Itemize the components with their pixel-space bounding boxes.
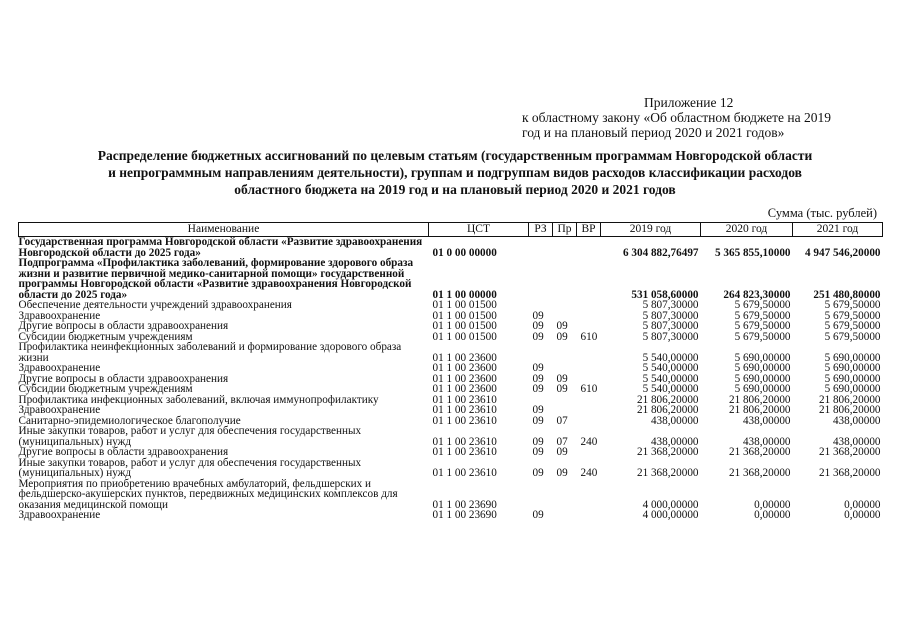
row-2020-cell: 438,00000 <box>742 435 791 448</box>
row-vr-cell <box>577 405 601 416</box>
appendix-header <box>522 95 882 140</box>
row-2021-cell: 21 806,20000 <box>818 404 881 416</box>
row-cst-cell: 01 1 00 23600 <box>432 362 497 374</box>
title-line-3: областного бюджета на 2019 год и на плановый период 2020 и 2021 годов <box>234 182 676 197</box>
row-pr-cell <box>553 405 577 416</box>
row-2020-cell: 5 679,50000 <box>734 330 791 343</box>
table-row <box>19 510 883 521</box>
row-vr-cell <box>577 416 601 427</box>
row-cst-cell: 01 1 00 23610 <box>432 467 497 479</box>
row-2019-cell: 5 807,30000 <box>642 330 699 343</box>
row-2021-cell: 5 690,00000 <box>824 372 881 385</box>
row-2020-cell: 5 690,00000 <box>734 372 791 385</box>
row-name-cell: Другие вопросы в области здравоохранения <box>18 372 229 385</box>
row-2021-cell: 21 368,20000 <box>818 446 881 458</box>
row-rz-cell: 09 <box>532 330 544 343</box>
row-2019-cell: 5 540,00000 <box>642 372 699 385</box>
col-header-2019: 2019 год <box>601 223 701 237</box>
row-2020-cell: 21 806,20000 <box>728 404 791 416</box>
row-cst-cell: 01 0 00 00000 <box>432 246 497 259</box>
row-2020-cell: 5 365 855,10000 <box>714 246 791 259</box>
row-2021-cell: 5 690,00000 <box>824 362 881 374</box>
row-2021-cell: 21 806,20000 <box>818 393 881 406</box>
row-2020-cell: 21 806,20000 <box>728 393 791 406</box>
row-name-cell: Профилактика инфекционных заболеваний, включая иммунопрофилактику <box>18 393 379 406</box>
row-2019-cell: 5 807,30000 <box>642 309 699 322</box>
row-2020-cell: 0,00000 <box>754 509 791 521</box>
row-name-cell: Другие вопросы в области здравоохранения <box>18 320 229 332</box>
row-cst-cell: 01 1 00 23690 <box>432 509 497 521</box>
row-vr-cell: 610 <box>580 383 598 395</box>
table-row <box>19 458 883 479</box>
row-pr-cell <box>553 479 577 511</box>
row-2020-cell: 5 690,00000 <box>734 351 791 364</box>
appendix-number: Приложение 12 <box>644 95 734 110</box>
row-name-cell: Иные закупки товаров, работ и услуг для обеспечения государственных (муниципальных) нужд <box>18 425 362 448</box>
row-rz-cell: 09 <box>532 414 544 427</box>
row-rz-cell <box>529 342 553 363</box>
table-row <box>19 479 883 511</box>
row-2021-cell: 0,00000 <box>844 498 881 511</box>
row-2021-cell: 5 679,50000 <box>824 330 881 343</box>
row-name-cell: Здравоохранение <box>18 309 101 322</box>
appendix-law-line-2: год и на плановый период 2020 и 2021 годов» <box>522 125 785 140</box>
col-header-vr: ВР <box>577 223 601 237</box>
row-rz-cell: 09 <box>532 372 544 385</box>
row-rz-cell: 09 <box>532 404 544 416</box>
row-2019-cell: 21 368,20000 <box>636 467 699 479</box>
row-pr-cell <box>553 258 577 300</box>
row-2019-cell: 438,00000 <box>650 435 699 448</box>
row-rz-cell: 09 <box>532 383 544 395</box>
row-2020-cell: 5 679,50000 <box>734 320 791 332</box>
table-header-row <box>19 223 883 237</box>
row-2019-cell: 5 807,30000 <box>642 299 699 311</box>
row-name-cell: Обеспечение деятельности учреждений здравоохранения <box>18 299 292 311</box>
row-2019-cell: 4 000,00000 <box>642 509 699 521</box>
row-vr-cell <box>577 479 601 511</box>
row-cst-cell: 01 1 00 23610 <box>432 446 497 458</box>
appendix-law-line-1: к областному закону «Об областном бюджете на 2019 <box>522 110 831 125</box>
table-body <box>19 237 883 521</box>
row-2019-cell: 4 000,00000 <box>642 498 699 511</box>
row-cst-cell: 01 1 00 00000 <box>432 288 497 301</box>
row-vr-cell <box>577 311 601 322</box>
row-2019-cell: 6 304 882,76497 <box>622 246 699 259</box>
row-pr-cell: 09 <box>556 446 568 458</box>
row-vr-cell <box>577 258 601 300</box>
row-pr-cell: 09 <box>556 383 568 395</box>
col-header-rz: РЗ <box>529 223 553 237</box>
title-line-1: Распределение бюджетных ассигнований по целевым статьям (государственным программам Новгородской области <box>97 148 813 163</box>
row-pr-cell: 09 <box>556 372 568 385</box>
row-pr-cell <box>553 510 577 521</box>
row-2021-cell: 5 679,50000 <box>824 299 881 311</box>
row-2021-cell: 251 480,80000 <box>813 288 881 301</box>
row-cst-cell: 01 1 00 01500 <box>432 330 497 343</box>
row-rz-cell: 09 <box>532 362 544 374</box>
row-2019-cell: 5 540,00000 <box>642 383 699 395</box>
row-cst-cell: 01 1 00 23600 <box>432 372 497 385</box>
row-2019-cell: 21 368,20000 <box>636 446 699 458</box>
row-rz-cell: 09 <box>532 509 544 521</box>
row-2019-cell: 21 806,20000 <box>636 404 699 416</box>
row-name-cell: Здравоохранение <box>18 509 101 521</box>
row-2021-cell: 438,00000 <box>832 414 881 427</box>
row-2020-cell: 438,00000 <box>742 414 791 427</box>
row-pr-cell: 09 <box>556 467 568 479</box>
col-header-pr: Пр <box>553 223 577 237</box>
row-2021-cell: 5 679,50000 <box>824 309 881 322</box>
row-rz-cell <box>529 300 553 311</box>
row-2020-cell: 264 823,30000 <box>723 288 791 301</box>
row-2021-cell: 21 368,20000 <box>818 467 881 479</box>
row-2021-cell: 5 690,00000 <box>824 351 881 364</box>
row-2020-cell: 5 679,50000 <box>734 299 791 311</box>
row-rz-cell <box>529 258 553 300</box>
row-name-cell: Мероприятия по приобретению врачебных амбулаторий, фельдшерских и фельдшерско-акушерских пунктов, передвижных медицинских комплексов для оказания медицинской помощи <box>18 477 398 511</box>
table-row <box>19 258 883 300</box>
row-2021-cell: 5 679,50000 <box>824 320 881 332</box>
row-cst-cell: 01 1 00 01500 <box>432 309 497 322</box>
row-rz-cell: 09 <box>532 435 544 448</box>
title-line-2: и непрограммным направлениям деятельности), группам и подгруппам видов расходов классификации расходов <box>108 165 802 180</box>
row-2019-cell: 5 540,00000 <box>642 362 699 374</box>
row-cst-cell: 01 1 00 23690 <box>432 498 497 511</box>
row-name-cell: Другие вопросы в области здравоохранения <box>18 446 229 458</box>
row-name-cell: Субсидии бюджетным учреждениям <box>18 330 193 343</box>
row-2020-cell: 0,00000 <box>754 498 791 511</box>
row-vr-cell <box>577 342 601 363</box>
row-vr-cell <box>577 363 601 374</box>
row-rz-cell: 09 <box>532 320 544 332</box>
row-2020-cell: 5 690,00000 <box>734 362 791 374</box>
row-cst-cell: 01 1 00 23610 <box>432 393 497 406</box>
row-vr-cell: 240 <box>580 435 598 448</box>
row-name-cell: Здравоохранение <box>18 362 101 374</box>
row-2021-cell: 0,00000 <box>844 509 881 521</box>
row-rz-cell <box>529 237 553 259</box>
row-2019-cell: 21 806,20000 <box>636 393 699 406</box>
row-2021-cell: 4 947 546,20000 <box>804 246 881 259</box>
row-pr-cell: 09 <box>556 330 568 343</box>
table-row <box>19 363 883 374</box>
row-name-cell: Иные закупки товаров, работ и услуг для обеспечения государственных (муниципальных) нужд <box>18 456 362 479</box>
row-pr-cell <box>553 342 577 363</box>
col-header-2020: 2020 год <box>701 223 793 237</box>
table-row <box>19 426 883 447</box>
row-name-cell: Здравоохранение <box>18 404 101 416</box>
row-pr-cell: 07 <box>556 414 568 427</box>
row-2021-cell: 438,00000 <box>832 435 881 448</box>
row-2019-cell: 5 540,00000 <box>642 351 699 364</box>
row-cst-cell: 01 1 00 01500 <box>432 299 497 311</box>
row-cst-cell: 01 1 00 23610 <box>432 414 497 427</box>
row-rz-cell: 09 <box>532 446 544 458</box>
row-pr-cell: 07 <box>556 435 568 448</box>
table-row <box>19 237 883 259</box>
row-cst-cell: 01 1 00 23610 <box>432 435 497 448</box>
row-pr-cell <box>553 237 577 259</box>
row-pr-cell <box>553 300 577 311</box>
row-2019-cell: 438,00000 <box>650 414 699 427</box>
row-cst-cell: 01 1 00 23610 <box>432 404 497 416</box>
table-row <box>19 405 883 416</box>
table-row <box>19 300 883 311</box>
row-name-cell: Санитарно-эпидемиологическое благополучие <box>18 414 241 427</box>
row-vr-cell <box>577 510 601 521</box>
row-2019-cell: 5 807,30000 <box>642 320 699 332</box>
row-pr-cell <box>553 363 577 374</box>
row-name-cell: Подпрограмма «Профилактика заболеваний, формирование здорового образа жизни и развитие первичной медико-санитарной помощи» государственной программы Новгородской области «Развитие здравоохранения Новгородской области до 2025 года» <box>18 257 414 301</box>
table-row <box>19 447 883 458</box>
row-vr-cell <box>577 447 601 458</box>
col-header-2021: 2021 год <box>793 223 883 237</box>
row-vr-cell <box>577 395 601 406</box>
row-2019-cell: 531 058,60000 <box>631 288 699 301</box>
row-rz-cell: 09 <box>532 467 544 479</box>
units-label: Сумма (тыс. рублей) <box>767 206 877 220</box>
budget-table <box>18 222 883 521</box>
row-name-cell: Субсидии бюджетным учреждениям <box>18 383 193 395</box>
row-2021-cell: 5 690,00000 <box>824 383 881 395</box>
row-2020-cell: 21 368,20000 <box>728 446 791 458</box>
table-row <box>19 321 883 332</box>
row-2020-cell: 21 368,20000 <box>728 467 791 479</box>
row-vr-cell <box>577 321 601 332</box>
row-vr-cell <box>577 300 601 311</box>
row-rz-cell <box>529 479 553 511</box>
row-name-cell: Профилактика неинфекционных заболеваний и формирование здорового образа жизни <box>18 341 402 364</box>
row-pr-cell: 09 <box>556 320 568 332</box>
document-title <box>40 147 870 198</box>
row-vr-cell: 610 <box>580 330 598 343</box>
row-vr-cell <box>577 237 601 259</box>
row-rz-cell: 09 <box>532 309 544 322</box>
row-cst-cell: 01 1 00 23600 <box>432 351 497 364</box>
row-name-cell: Государственная программа Новгородской области «Развитие здравоохранения Новгородской области до 2025 года» <box>18 236 423 259</box>
row-cst-cell: 01 1 00 01500 <box>432 320 497 332</box>
row-vr-cell: 240 <box>580 467 598 479</box>
table-row <box>19 384 883 395</box>
col-header-cst: ЦСТ <box>429 223 529 237</box>
row-2020-cell: 5 679,50000 <box>734 309 791 322</box>
row-2020-cell: 5 690,00000 <box>734 383 791 395</box>
row-pr-cell <box>553 395 577 406</box>
table-row <box>19 342 883 363</box>
row-cst-cell: 01 1 00 23600 <box>432 383 497 395</box>
col-header-name: Наименование <box>19 223 429 237</box>
